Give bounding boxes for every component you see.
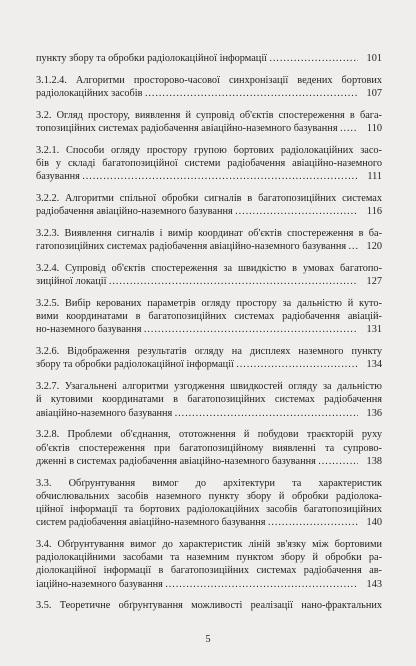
- toc-entry: [36, 380, 382, 420]
- toc-entry-text: 3.2.7. Узагальнені алгоритми узгодження швидкостей огляду за дальністю: [36, 381, 382, 393]
- toc-entry-text: збору та обробки радіолокаційної інформації: [36, 359, 234, 371]
- toc-entry-text: дженні в системах радіобачення авіаційно-наземного базування: [36, 455, 316, 467]
- toc-entry-line: [36, 240, 382, 253]
- toc-entry-text: зиційної локації: [36, 276, 107, 288]
- toc-entry-text: 3.2.6. Відображення результатів огляду на дисплеях наземного пункту: [36, 346, 382, 358]
- toc-entry-text: й кутовими координатами в багатопозиційних системах радіобачення: [36, 394, 382, 406]
- toc-entry-line: [36, 87, 382, 100]
- toc-page-number: 127: [366, 276, 382, 288]
- table-of-contents: [36, 52, 382, 621]
- toc-entry-text: 3.2.8. Проблеми об'єднання, ототожнення й побудови траєкторій руху: [36, 429, 382, 441]
- dot-leader: [236, 358, 358, 371]
- toc-entry-text: но-наземного базування: [36, 324, 142, 336]
- toc-entry: [36, 538, 382, 591]
- toc-entry-text: 3.2.3. Виявлення сигналів і вимір координат об'єктів спостереження в ба-: [36, 228, 382, 239]
- toc-entry-text: об'єктів спостереження при багатопозиційному виявленні та супрово-: [36, 442, 382, 454]
- toc-entry-text: 3.2.5. Вибір керованих параметрів огляду простору за дальністю й куто-: [36, 298, 382, 309]
- toc-entry: [36, 477, 382, 530]
- toc-entry-text: 3.3. Обґрунтування вимог до архітектури та характеристик: [36, 477, 382, 489]
- toc-entry-text: радіолокаційними засобами та наземним пунктом збору й обробки ра-: [36, 552, 382, 564]
- page-number: 5: [205, 634, 211, 645]
- toc-entry-text: пункту збору та обробки радіолокаційної інформації: [36, 53, 268, 64]
- dot-leader: [174, 407, 358, 420]
- toc-page-number: 111: [367, 171, 382, 183]
- toc-entry: [36, 227, 382, 253]
- dot-leader: [348, 240, 358, 253]
- toc-entry-text: іаційно-наземного базування: [36, 578, 163, 590]
- toc-entry-text: гатопозиційних системах радіобачення авіаційно-наземного базування: [36, 241, 347, 253]
- toc-entry-text: радіолокаційних засобів: [36, 88, 143, 99]
- toc-page-number: 107: [366, 88, 382, 99]
- toc-page-number: 143: [366, 578, 382, 590]
- toc-entry-line: [36, 122, 382, 135]
- toc-entry-line: [36, 323, 382, 336]
- toc-entry-text: 3.2. Огляд простору, виявлення й супровід об'єктів спостереження в бага-: [36, 109, 382, 121]
- toc-entry-line: [36, 516, 382, 529]
- toc-entry-line: [36, 275, 382, 288]
- toc-page-number: 101: [366, 53, 382, 64]
- toc-entry: [36, 297, 382, 337]
- toc-entry-line: [36, 455, 382, 468]
- toc-page-number: 136: [366, 407, 382, 419]
- toc-entry-text: бів у складі багатопозиційної системи радіобачення авіаційно-наземного: [36, 158, 382, 169]
- toc-entry-text: топозиційних системах радіобачення авіаційно-наземного базування: [36, 123, 338, 134]
- toc-entry-text: діолокаційної інформації в багатопозиційних системах радіобачення ав-: [36, 565, 382, 577]
- toc-page-number: 120: [366, 241, 382, 253]
- toc-entry: [36, 52, 382, 65]
- toc-entry-text: радіобачення авіаційно-наземного базування: [36, 206, 233, 218]
- toc-entry-line: [36, 358, 382, 371]
- toc-entry-text: 3.4. Обґрунтування вимог до характеристик ліній зв'язку між бортовими: [36, 539, 382, 551]
- toc-entry-line: [36, 52, 382, 65]
- toc-entry-text: авіаційно-наземного базування: [36, 407, 173, 419]
- toc-entry-text: вими координатами в багатопозиційних системах радіобачення авіацій-: [36, 311, 382, 323]
- dot-leader: [82, 170, 358, 183]
- dot-leader: [144, 323, 358, 336]
- toc-entry-text: ційної інформації та бортових радіолокаційних засобів багатопозиційних: [36, 504, 382, 516]
- toc-page-number: 116: [366, 206, 382, 218]
- toc-entry: [36, 109, 382, 135]
- toc-entry: [36, 262, 382, 288]
- toc-entry-line: [36, 578, 382, 591]
- dot-leader: [165, 578, 358, 591]
- toc-entry-text: обчислювальних засобів наземного пункту збору й обробки радіолока-: [36, 490, 382, 502]
- dot-leader: [268, 516, 358, 529]
- toc-page-number: 140: [366, 517, 382, 529]
- toc-entry-text: систем радіобачення авіаційно-наземного базування: [36, 517, 266, 529]
- dot-leader: [235, 205, 358, 218]
- toc-entry-line: [36, 170, 382, 183]
- dot-leader: [144, 87, 358, 100]
- toc-entry: [36, 345, 382, 371]
- toc-page-number: 131: [366, 324, 382, 336]
- dot-leader: [269, 52, 358, 65]
- toc-page-number: 134: [366, 359, 382, 371]
- toc-entry: [36, 144, 382, 184]
- dot-leader: [318, 455, 358, 468]
- toc-entry-text: 3.5. Теоретичне обґрунтування можливості реалізації нано-фрактальних: [36, 600, 382, 612]
- toc-entry: [36, 74, 382, 100]
- toc-entry-line: [36, 205, 382, 218]
- toc-entry-text: 3.2.4. Супровід об'єктів спостереження за швидкістю в умовах багатопо-: [36, 263, 382, 274]
- dot-leader: [109, 275, 359, 288]
- toc-entry-text: 3.2.2. Алгоритми спільної обробки сигналів в багатопозиційних системах: [36, 193, 382, 204]
- dot-leader: [340, 122, 358, 135]
- toc-entry-line: [36, 407, 382, 420]
- toc-entry: [36, 192, 382, 218]
- toc-entry: [36, 599, 382, 612]
- toc-page-number: 110: [366, 123, 382, 134]
- toc-page-number: 138: [366, 455, 382, 467]
- toc-entry-text: 3.2.1. Способи огляду простору групою бортових радіолокаційних засо-: [36, 144, 382, 156]
- toc-entry-text: 3.1.2.4. Алгоритми просторово-часової синхронізації ведених бортових: [36, 74, 382, 86]
- toc-entry-text: базування: [36, 171, 80, 183]
- toc-entry: [36, 428, 382, 468]
